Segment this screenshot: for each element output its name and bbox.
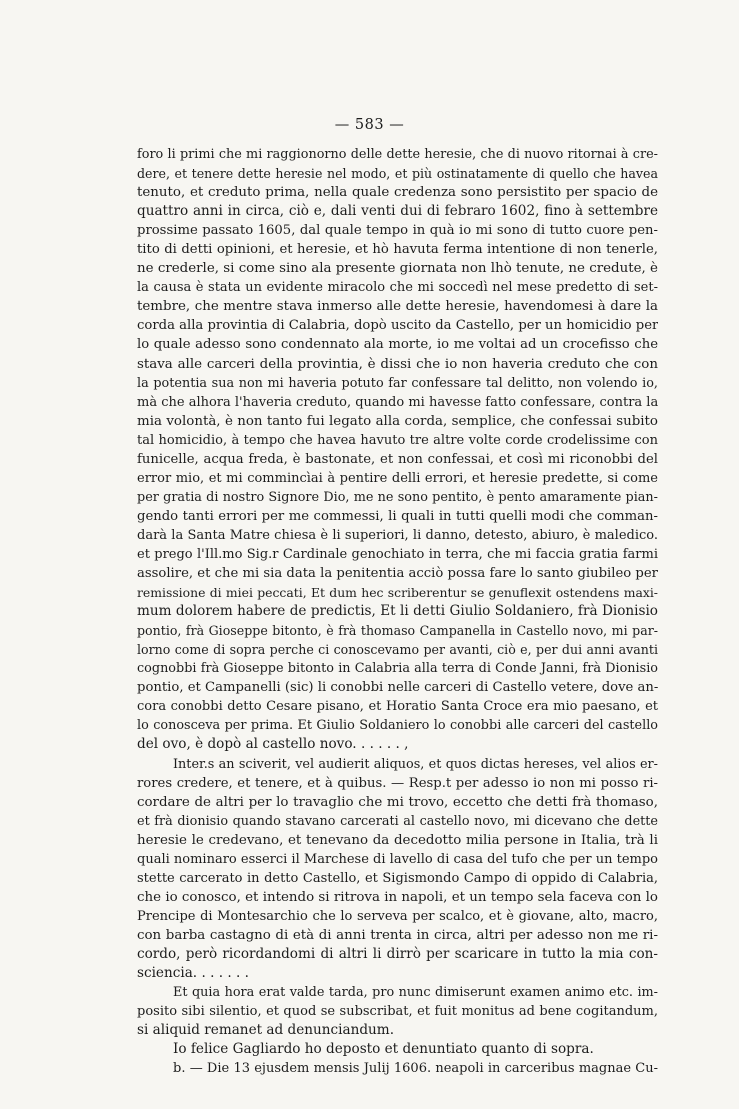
text-line: rores credere, et tenere, et à quibus. — Resp.t per adesso io non mi posso ri- <box>137 775 658 791</box>
text-line: lo quale adesso sono condennato ala morte, io me voltai ad un crocefisso che <box>137 337 658 353</box>
text-line: heresie le credevano, et tenevano da decedotto milia persone in Italia, trà li <box>137 832 658 848</box>
text-line: tal homicidio, à tempo che havea havuto tre altre volte corde crodelissime con <box>137 432 658 448</box>
text-line: mia volontà, è non tanto fui legato alla corda, semplice, che confessai subito <box>137 413 658 429</box>
text-line: b. — Die 13 ejusdem mensis Julij 1606. neapoli in carceribus magnae Cu- <box>173 1061 658 1077</box>
text-line: error mio, et mi commincìai à pentire delli errori, et heresie predette, si come <box>137 470 658 486</box>
text-line: cora conobbi detto Cesare pisano, et Horatio Santa Croce era mio paesano, et <box>137 699 658 715</box>
text-line: Et quia hora erat valde tarda, pro nunc dimiserunt examen animo etc. im- <box>173 985 658 1001</box>
body-text <box>137 145 658 1078</box>
text-line: quattro anni in circa, ciò e, dali venti dui di febraro 1602, fino à settembre <box>137 203 658 220</box>
text-line: funicelle, acqua freda, è bastonate, et non confessai, et così mi riconobbi del <box>137 451 658 467</box>
text-line: cordare de altri per lo travaglio che mi trovo, eccetto che detti frà thomaso, <box>137 794 658 810</box>
text-line: per gratia di nostro Signore Dio, me ne sono pentito, è pento amaramente pian- <box>137 489 658 505</box>
text-line: Prencipe di Montesarchio che lo serveva per scalco, et è giovane, alto, macro, <box>137 908 658 924</box>
text-line: mum dolorem habere de predictis, Et li detti Giulio Soldaniero, frà Dionisio <box>137 603 658 620</box>
text-line: dere, et tenere dette heresie nel modo, et più ostinatamente di quello che havea <box>137 166 658 182</box>
text-line: la potentia sua non mi haveria potuto far confessare tal delitto, non volendo io, <box>137 375 658 391</box>
text-line: ne crederle, si come sino ala presente giornata non lhò tenute, ne credute, è <box>137 261 658 277</box>
text-line: Inter.s an sciverit, vel audierit aliquos, et quos dictas hereses, vel alios er- <box>173 756 658 772</box>
text-line: con barba castagno di età di anni trenta in circa, altri per adesso non me ri- <box>137 927 658 943</box>
text-line: prossime passato 1605, dal quale tempo in quà io mi sono di tutto cuore pen- <box>137 223 658 239</box>
text-line: posito sibi silentio, et quod se subscribat, et fuit monitus ad bene cogitandum, <box>137 1004 658 1020</box>
text-line: tito di detti opinioni, et heresie, et hò havuta ferma intentione di non tenerle, <box>137 242 658 258</box>
text-line: tenuto, et creduto prima, nella quale credenza sono persistito per spacio de <box>137 185 658 201</box>
text-line: darà la Santa Matre chiesa è li superiori, li danno, detesto, abiuro, è maledico. <box>137 527 658 543</box>
text-line: remissione di miei peccati, Et dum hec scriberentur se genuflexit ostendens maxi- <box>137 585 658 601</box>
text-line: pontio, frà Gioseppe bitonto, è frà thomaso Campanella in Castello novo, mi par- <box>137 623 658 639</box>
text-line: corda alla provintia di Calabria, dopò uscito da Castello, per un homicidio per <box>137 318 658 334</box>
text-line: cordo, però ricordandomi di altri li dirrò per scaricare in tutto la mia con- <box>137 945 658 962</box>
text-line: et prego l'Ill.mo Sig.r Cardinale genochiato in terra, che mi faccia gratia farmi <box>137 546 658 562</box>
text-line: gendo tanti errori per me commessi, li quali in tutti quelli modi che comman- <box>137 508 658 524</box>
text-line: quali nominaro esserci il Marchese di lavello di casa del tufo che per un tempo <box>137 851 658 867</box>
text-line: stava alle carceri della provintia, è dissi che io non haveria creduto che con <box>137 356 658 372</box>
text-line: tembre, che mentre stava inmerso alle dette heresie, havendomesi à dare la <box>137 299 658 315</box>
text-line: stette carcerato in detto Castello, et Sigismondo Campo di oppido di Calabria, <box>137 870 658 886</box>
text-line: assolire, et che mi sia data la penitentia acciò possa fare lo santo giubileo per <box>137 566 658 582</box>
text-line: lorno come di sopra perche ci conoscevamo per avanti, ciò e, per dui anni avanti <box>137 642 658 658</box>
text-line: lo conosceva per prima. Et Giulio Soldaniero lo conobbi alle carceri del castello <box>137 718 658 734</box>
text-line: foro li primi che mi raggionorno delle dette heresie, che di nuovo ritornai à cre- <box>137 147 658 162</box>
text-line: cognobbi frà Gioseppe bitonto in Calabria alla terra di Conde Janni, frà Dionisio <box>137 661 658 677</box>
page-number: — 583 — <box>334 117 405 133</box>
text-line: Io felice Gagliardo ho deposto et denuntiato quanto di sopra. <box>173 1041 594 1058</box>
text-line: et frà dionisio quando stavano carcerati al castello novo, mi dicevano che dette <box>137 813 658 829</box>
text-line: pontio, et Campanelli (sic) li conobbi nelle carceri di Castello vetere, dove an- <box>137 680 658 696</box>
text-line: la causa è stata un evidente miracolo che mi soccedì nel mese predetto di set- <box>137 280 658 296</box>
text-line: del ovo, è dopò al castello novo. . . . . . , <box>137 736 409 753</box>
text-line: sciencia. . . . . . . <box>137 965 249 982</box>
text-line: che io conosco, et intendo si ritrova in napoli, et un tempo sela faceva con lo <box>137 889 658 905</box>
text-line: mà che alhora l'haveria creduto, quando mi havesse fatto confessare, contra la <box>137 394 658 410</box>
text-line: si aliquid remanet ad denunciandum. <box>137 1022 395 1039</box>
